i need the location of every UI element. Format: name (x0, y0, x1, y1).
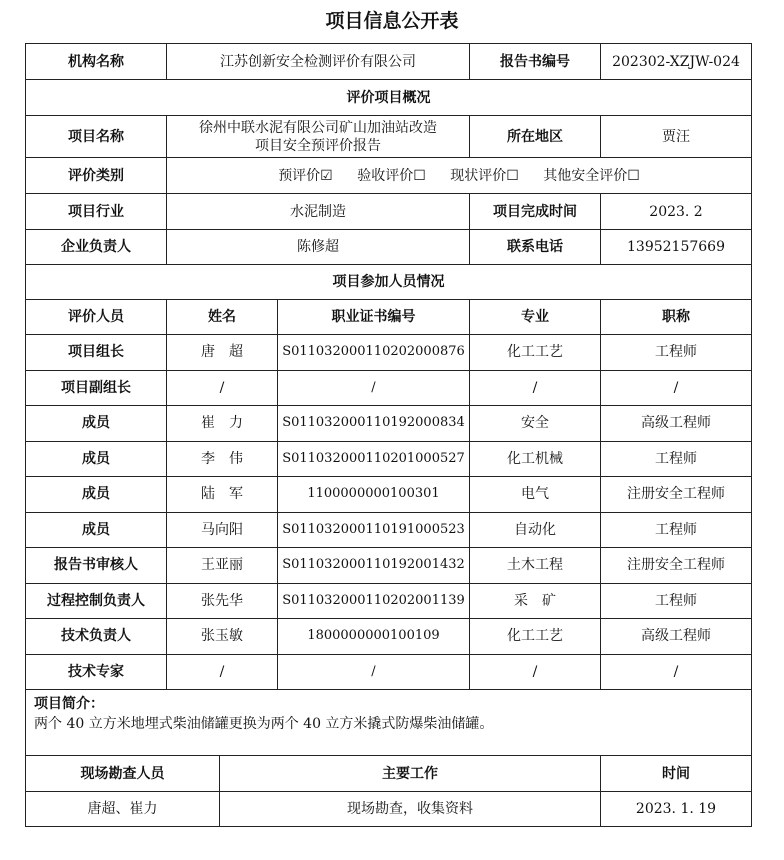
phone-value: 13952157669 (601, 230, 752, 265)
eval-type-label: 评价类别 (26, 158, 167, 194)
header-cert: 职业证书编号 (278, 300, 470, 335)
intro-row (26, 690, 752, 756)
personnel-role: 报告书审核人 (26, 548, 167, 584)
personnel-title: 工程师 (601, 335, 752, 371)
industry-label: 项目行业 (26, 194, 167, 230)
personnel-role: 项目组长 (26, 335, 167, 371)
survey-header-people: 现场勘查人员 (26, 756, 220, 792)
report-no-value: 202302-XZJW-024 (601, 44, 752, 80)
overview-section-title: 评价项目概况 (26, 80, 752, 116)
personnel-name: 李 伟 (167, 441, 278, 477)
personnel-major: 化工机械 (470, 441, 601, 477)
leader-value: 陈修超 (167, 230, 470, 265)
leader-row (26, 230, 752, 265)
personnel-cert: 1800000000100109 (278, 619, 470, 655)
eval-type-status[interactable]: 现状评价☐ (450, 167, 519, 184)
org-row (26, 44, 752, 80)
location-value: 贾汪 (601, 116, 752, 158)
personnel-title: 注册安全工程师 (601, 477, 752, 513)
personnel-cert: / (278, 370, 470, 406)
personnel-title: 工程师 (601, 441, 752, 477)
header-role: 评价人员 (26, 300, 167, 335)
project-name-label: 项目名称 (26, 116, 167, 158)
personnel-title: 工程师 (601, 512, 752, 548)
project-intro (26, 690, 752, 756)
personnel-title: / (601, 654, 752, 690)
personnel-row (26, 370, 752, 406)
personnel-name: 王亚丽 (167, 548, 278, 584)
personnel-name: 陆 军 (167, 477, 278, 513)
eval-type-other[interactable]: 其他安全评价☐ (543, 167, 640, 184)
personnel-role: 项目副组长 (26, 370, 167, 406)
personnel-role: 成员 (26, 441, 167, 477)
personnel-cert: S011032000110192000834 (278, 406, 470, 442)
personnel-cert: S011032000110201000527 (278, 441, 470, 477)
org-value: 江苏创新安全检测评价有限公司 (167, 44, 470, 80)
personnel-role: 成员 (26, 477, 167, 513)
personnel-section-title: 项目参加人员情况 (26, 265, 752, 300)
leader-label: 企业负责人 (26, 230, 167, 265)
eval-type-row (26, 158, 752, 194)
personnel-role: 技术负责人 (26, 619, 167, 655)
personnel-major: 化工工艺 (470, 335, 601, 371)
personnel-major: / (470, 370, 601, 406)
personnel-name: / (167, 370, 278, 406)
project-name-line1: 徐州中联水泥有限公司矿山加油站改造 (199, 119, 437, 136)
personnel-row (26, 335, 752, 371)
personnel-major: 采 矿 (470, 583, 601, 619)
personnel-name: / (167, 654, 278, 690)
personnel-major: 化工工艺 (470, 619, 601, 655)
personnel-major: 安全 (470, 406, 601, 442)
personnel-role: 过程控制负责人 (26, 583, 167, 619)
personnel-cert: S011032000110192001432 (278, 548, 470, 584)
personnel-title: 工程师 (601, 583, 752, 619)
personnel-role: 成员 (26, 512, 167, 548)
header-name: 姓名 (167, 300, 278, 335)
survey-header-date: 时间 (601, 756, 752, 792)
phone-label: 联系电话 (470, 230, 601, 265)
personnel-title: 高级工程师 (601, 406, 752, 442)
project-name-value (167, 116, 470, 158)
personnel-cert: 1100000000100301 (278, 477, 470, 513)
personnel-row (26, 548, 752, 584)
personnel-title: 高级工程师 (601, 619, 752, 655)
personnel-row (26, 512, 752, 548)
project-name-row (26, 116, 752, 158)
personnel-role: 成员 (26, 406, 167, 442)
personnel-title: 注册安全工程师 (601, 548, 752, 584)
personnel-row (26, 406, 752, 442)
personnel-header-row (26, 300, 752, 335)
completion-label: 项目完成时间 (470, 194, 601, 230)
project-name-line2: 项目安全预评价报告 (255, 137, 381, 154)
project-info-table (25, 43, 752, 756)
org-label: 机构名称 (26, 44, 167, 80)
personnel-name: 张先华 (167, 583, 278, 619)
survey-header-work: 主要工作 (220, 756, 601, 792)
header-title: 职称 (601, 300, 752, 335)
personnel-major: 电气 (470, 477, 601, 513)
personnel-name: 张玉敏 (167, 619, 278, 655)
personnel-row (26, 441, 752, 477)
personnel-cert: S011032000110202000876 (278, 335, 470, 371)
eval-type-pre[interactable]: 预评价☑ (278, 167, 333, 184)
personnel-name: 崔 力 (167, 406, 278, 442)
personnel-row (26, 477, 752, 513)
personnel-row (26, 619, 752, 655)
survey-header-row (26, 756, 752, 792)
survey-date: 2023. 1. 19 (601, 792, 752, 827)
completion-value: 2023. 2 (601, 194, 752, 230)
eval-type-options (167, 158, 752, 194)
survey-row (26, 792, 752, 827)
personnel-cert: S011032000110202001139 (278, 583, 470, 619)
industry-value: 水泥制造 (167, 194, 470, 230)
survey-table (25, 755, 752, 827)
eval-type-acceptance[interactable]: 验收评价☐ (357, 167, 426, 184)
page-title: 项目信息公开表 (325, 10, 459, 32)
personnel-major: 土木工程 (470, 548, 601, 584)
location-label: 所在地区 (470, 116, 601, 158)
personnel-row (26, 654, 752, 690)
personnel-role: 技术专家 (26, 654, 167, 690)
personnel-cert: / (278, 654, 470, 690)
personnel-major: / (470, 654, 601, 690)
personnel-cert: S011032000110191000523 (278, 512, 470, 548)
personnel-title: / (601, 370, 752, 406)
survey-work: 现场勘查，收集资料 (220, 792, 601, 827)
intro-label: 项目简介： (34, 696, 104, 712)
personnel-name: 马向阳 (167, 512, 278, 548)
personnel-major: 自动化 (470, 512, 601, 548)
report-no-label: 报告书编号 (470, 44, 601, 80)
personnel-name: 唐 超 (167, 335, 278, 371)
industry-row (26, 194, 752, 230)
intro-text: 两个 40 立方米地埋式柴油储罐更换为两个 40 立方米撬式防爆柴油储罐。 (34, 716, 494, 732)
header-major: 专业 (470, 300, 601, 335)
survey-people: 唐超、崔力 (26, 792, 220, 827)
personnel-row (26, 583, 752, 619)
